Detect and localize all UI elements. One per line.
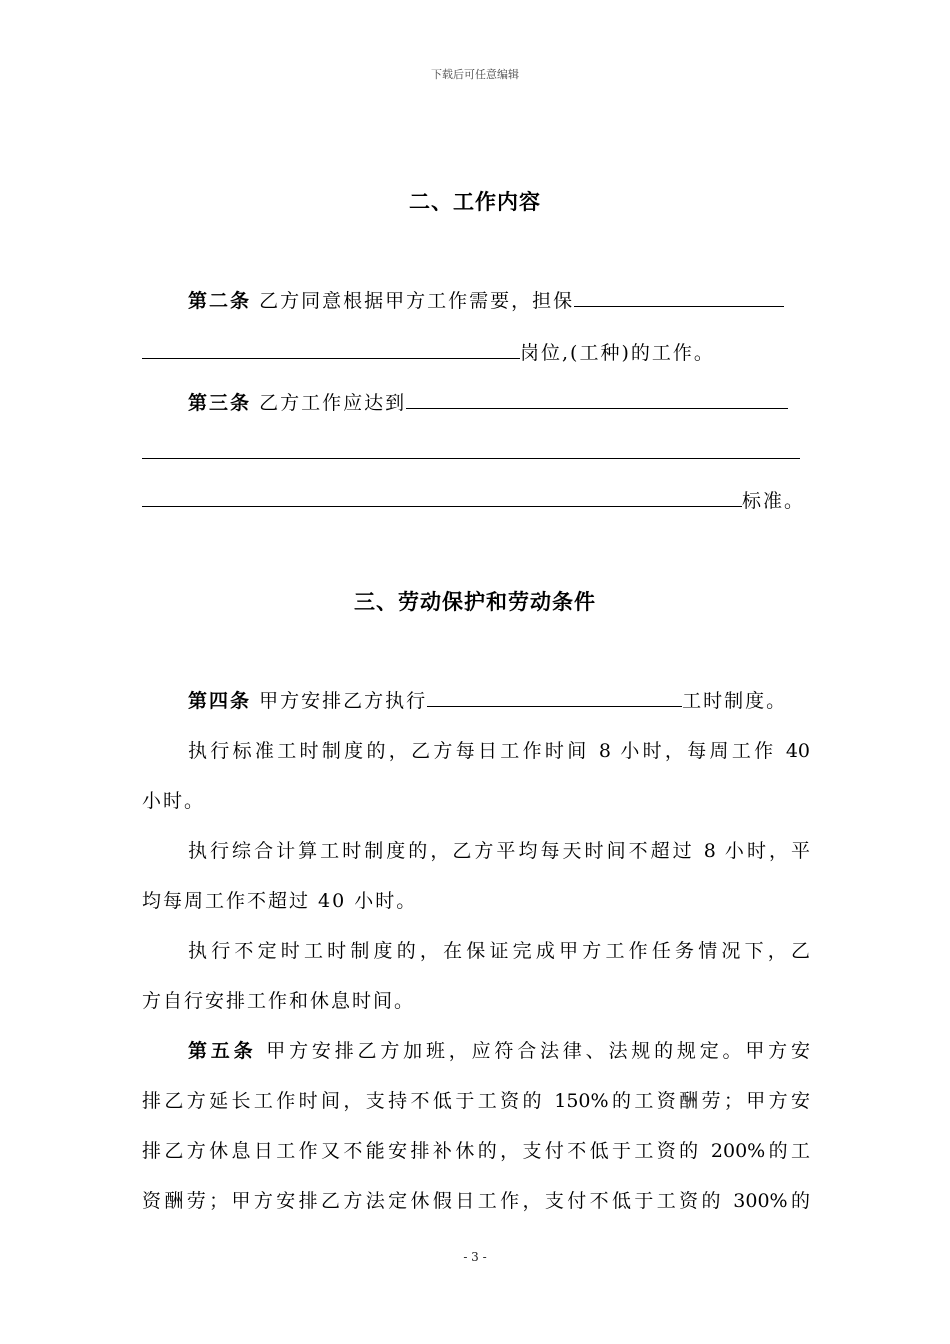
article-5-line-4: 资酬劳；甲方安排乙方法定休假日工作，支付不低于工资的 300%的 [142,1190,810,1212]
article-2-line-1 [188,286,784,313]
article-5-line-2: 排乙方延长工作时间，支持不低于工资的 150%的工资酬劳；甲方安 [142,1090,810,1112]
section-title-labor-protection: 三、劳动保护和劳动条件 [354,589,596,614]
article-3-line-1 [188,388,788,415]
article-3-blank-line-3[interactable] [142,486,742,507]
article-5-line-3: 排乙方休息日工作又不能安排补休的，支付不低于工资的 200%的工 [142,1140,810,1162]
article-4-ending: 工时制度。 [682,690,788,712]
page-number: - 3 - [463,1250,487,1264]
article-2-text: 乙方同意根据甲方工作需要，担保 [259,290,575,312]
header-note: 下载后可任意编辑 [431,68,519,81]
article-4-label: 第四条 [188,690,252,712]
paragraph-standard-hours-line-1: 执行标准工时制度的，乙方每日工作时间 8 小时，每周工作 40 [188,740,810,762]
article-5-line-1 [188,1036,810,1063]
article-2-continuation: 岗位,(工种)的工作。 [520,342,715,364]
article-4-blank-hours-system[interactable] [427,686,682,707]
paragraph-comprehensive-hours-line-1: 执行综合计算工时制度的，乙方平均每天时间不超过 8 小时，平 [188,840,810,862]
article-4-line [188,686,787,713]
article-3-label: 第三条 [188,392,252,414]
article-3-blank-standard[interactable] [406,388,788,409]
article-2-blank-position-cont[interactable] [142,338,520,359]
article-5-text-1: 甲方安排乙方加班，应符合法律、法规的规定。甲方安 [266,1040,810,1062]
article-3-blank-line-2[interactable] [142,458,800,459]
paragraph-flexible-hours-line-2: 方自行安排工作和休息时间。 [142,990,416,1012]
paragraph-flexible-hours-line-1: 执行不定时工时制度的，在保证完成甲方工作任务情况下，乙 [188,940,810,962]
paragraph-comprehensive-hours-line-2: 均每周工作不超过 40 小时。 [142,890,418,912]
article-3-text: 乙方工作应达到 [259,392,407,414]
section-title-work-content: 二、工作内容 [409,189,541,214]
article-5-label: 第五条 [188,1040,257,1062]
article-2-blank-position[interactable] [574,286,784,307]
article-2-line-2 [142,338,715,365]
article-3-line-3 [142,486,805,513]
article-4-text: 甲方安排乙方执行 [259,690,428,712]
article-3-ending: 标准。 [742,490,806,512]
article-2-label: 第二条 [188,290,252,312]
paragraph-standard-hours-line-2: 小时。 [142,790,206,812]
